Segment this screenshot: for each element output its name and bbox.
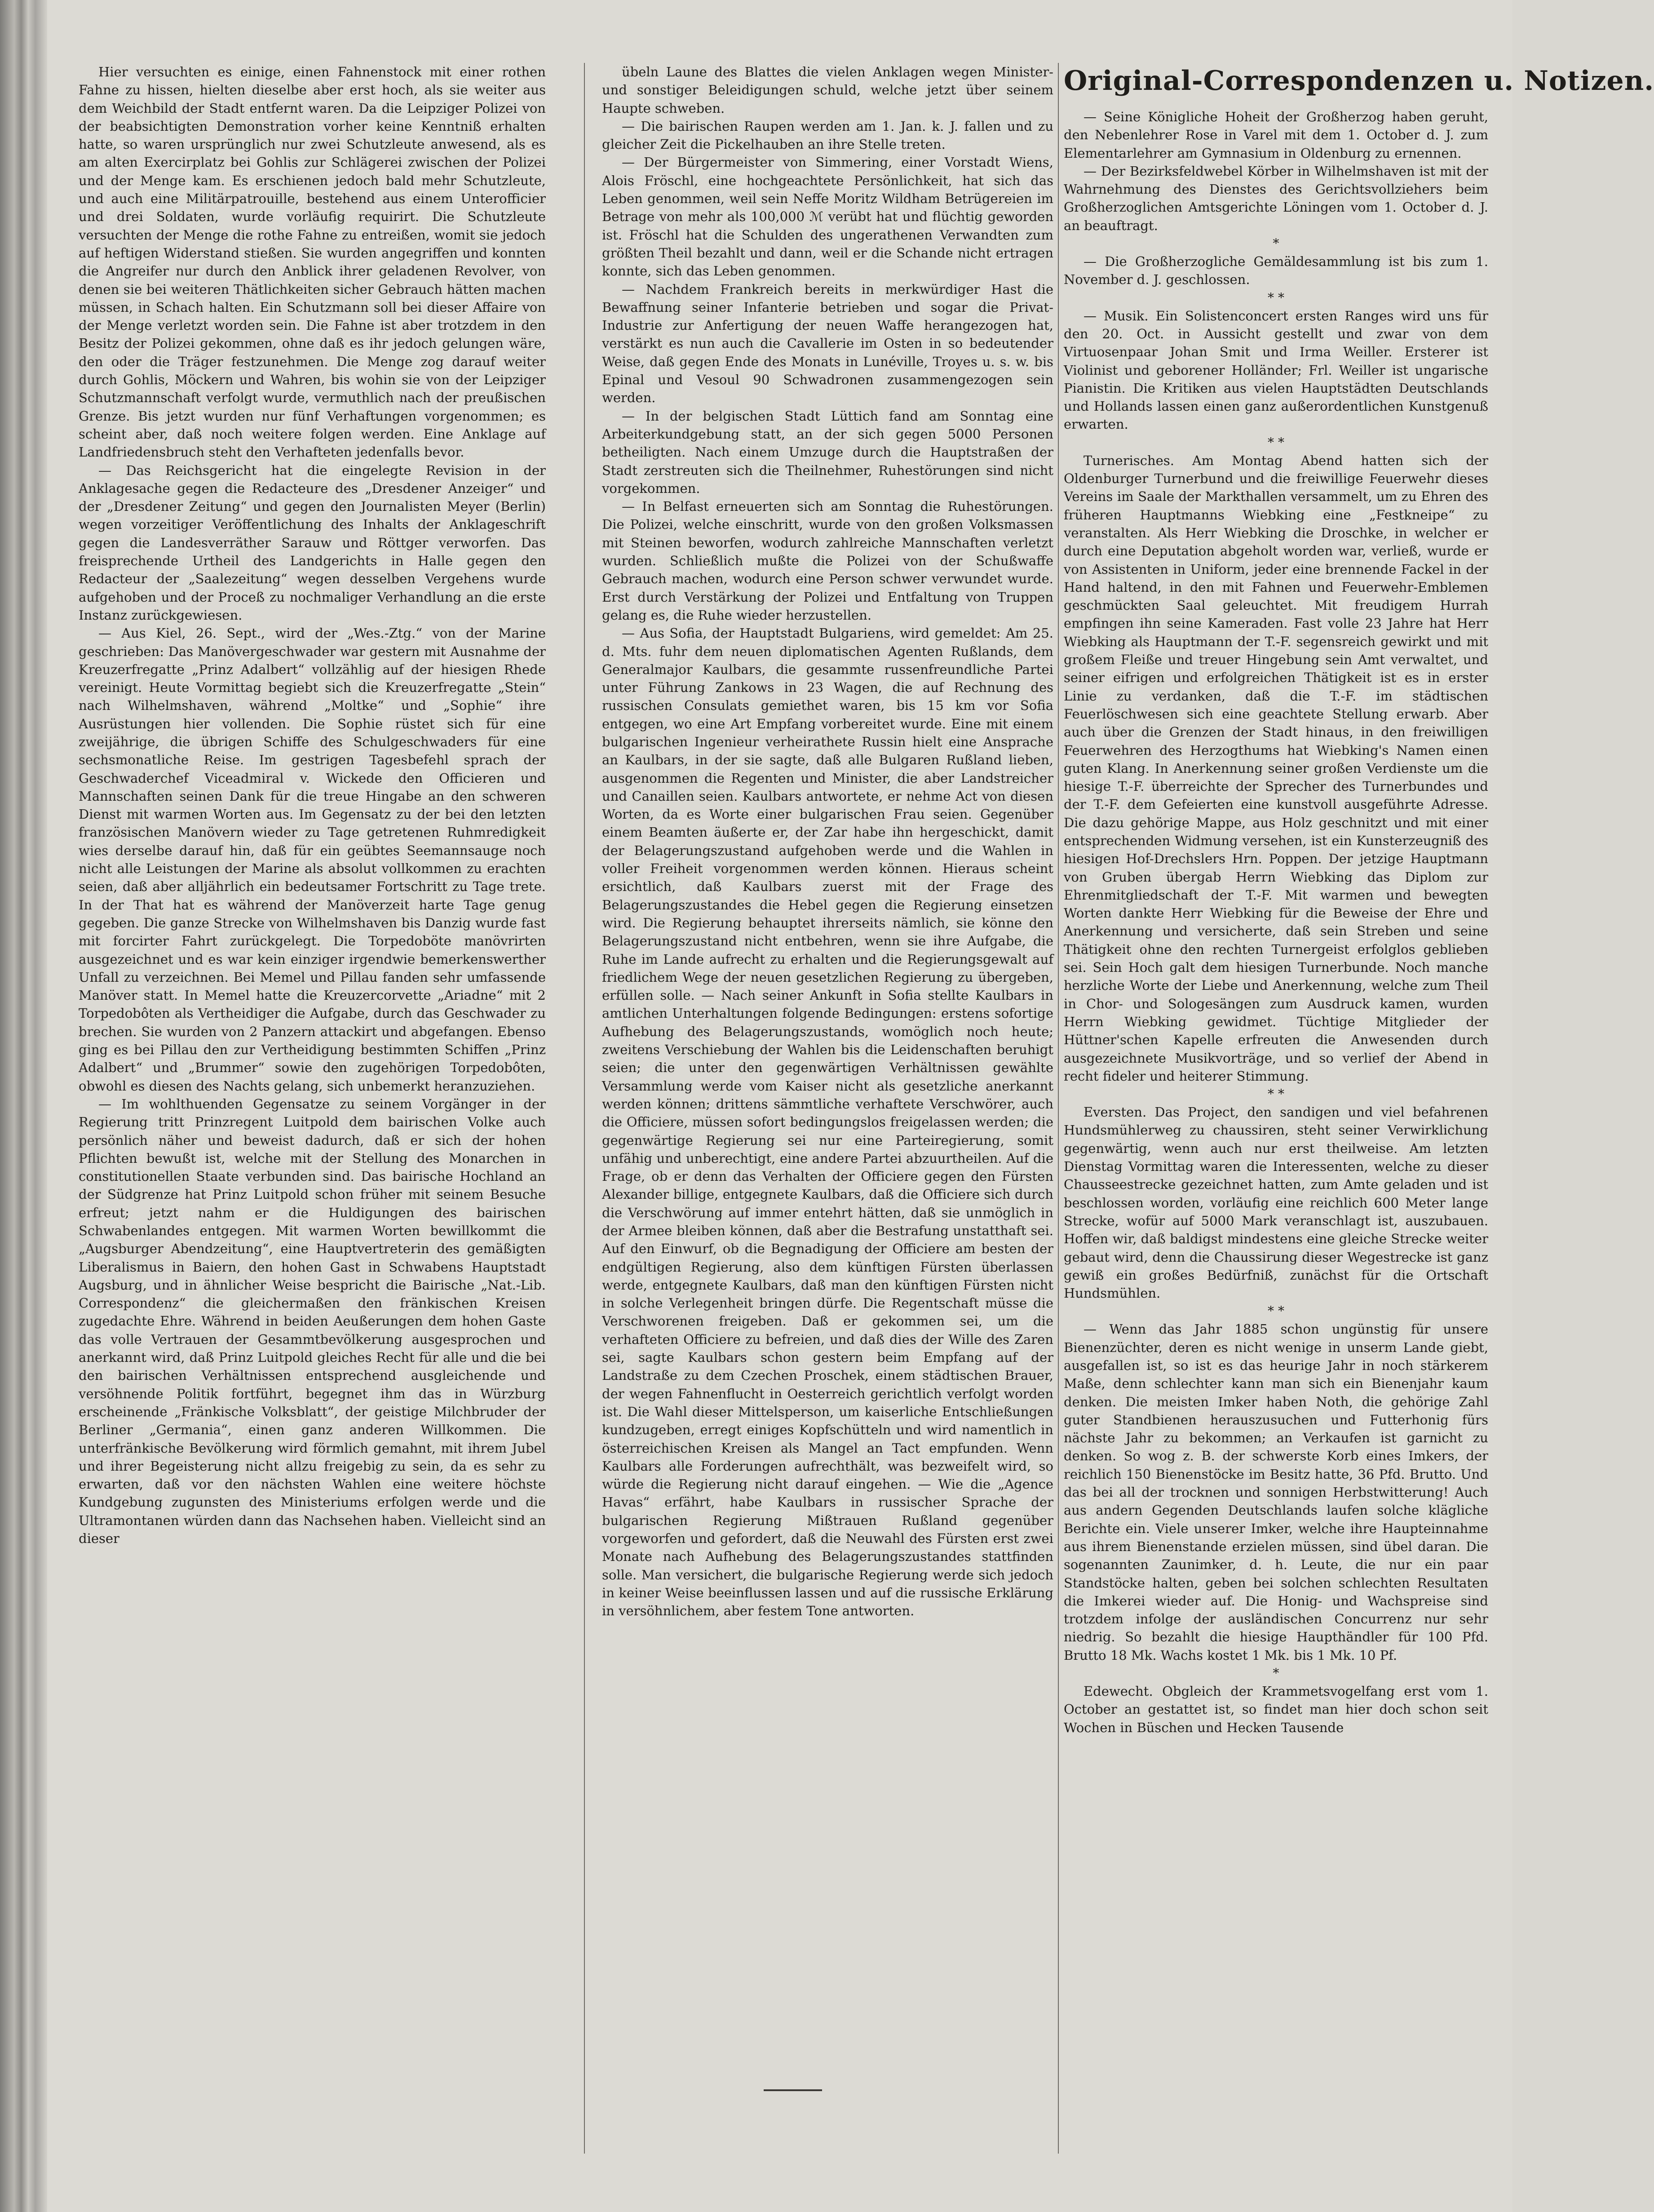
separator-stars: * <box>1273 1666 1279 1681</box>
notice-eversten: Eversten. Das Project, den sandigen und viel befahrenen Hundsmühlerweg zu chaussiren, steht seiner Verwirklichung gegenwärtig, wenn auch nur erst theilweise. Am letzten Dienstag Vormittag waren die Interessenten, welche zu dieser Chausseestrecke gezeichnet hatten, zum Amte geladen und ist beschlossen worden, vorläufig eine reichlich 600 Meter lange Strecke, wofür auf 5000 Mark veranschlagt ist, auszubauen. Hoffen wir, daß baldigst mindestens eine gleiche Strecke weiter gebaut wird, denn die Chaussirung dieser Wegestrecke ist ganz gewiß ein großes Bedürfniß, zunächst für die Ortschaft Hundsmühlen. <box>1064 1104 1488 1301</box>
separator-stars: * <box>1273 236 1279 251</box>
column-2 <box>602 63 1053 2149</box>
notice-edewecht: Edewecht. Obgleich der Krammetsvogelfang erst vom 1. October an gestattet ist, so findet man hier doch schon seit Wochen in Büschen und Hecken Tausende <box>1064 1684 1488 1735</box>
article-blatt-anklagen: übeln Laune des Blattes die vielen Anklagen wegen Minister- und sonstiger Beleidigungen schuld, welche jetzt über seinem Haupte schweben. <box>602 64 1053 116</box>
book-binding <box>0 0 47 2212</box>
notice-bienenzuechter: — Wenn das Jahr 1885 schon ungünstig für unsere Bienenzüchter, deren es nicht wenige in unserm Lande giebt, ausgefallen ist, so ist es das heurige Jahr in noch stärkerem Maße, denn schlechter kann man sich ein Bienenjahr kaum denken. Die meisten Imker haben Noth, die gehörige Zahl guter Standbienen herauszusuchen und Futterhonig fürs nächste Jahr zu bekommen; an Verkaufen ist garnicht zu denken. So wog z. B. der schwerste Korb eines Imkers, der reichlich 150 Bienenstöcke im Besitz hatte, 36 Pfd. Brutto. Und das bei all der trocknen und sonnigen Herbstwitterung! Auch aus andern Gegenden Deutschlands laufen solche klägliche Berichte ein. Viele unserer Imker, welche ihre Haupteinnahme aus ihrem Bienenstande erzielen müssen, sind übel daran. Die sogenannten Zaunimker, d. h. Leute, die nur ein paar Standstöcke halten, geben bei solchen schlechten Resultaten die Imkerei wieder auf. Die Honig- und Wachspreise sind trotzdem infolge der ausländischen Concurrenz nur sehr niedrig. So bezahlt die hiesige Haupthändler für 100 Pfd. Brutto 18 Mk. Wachs kostet 1 Mk. bis 1 Mk. 10 Pf. <box>1064 1321 1488 1663</box>
separator-stars: * * <box>1268 434 1284 450</box>
column-divider <box>1058 63 1059 2154</box>
separator-stars: * * <box>1268 1086 1284 1102</box>
notice-bezirksfeldwebel: — Der Bezirksfeldwebel Körber in Wilhelmshaven ist mit der Wahrnehmung des Dienstes des Gerichtsvollziehers beim Großherzoglichen Amtsgerichte Löningen vom 1. October d. J. an beauftragt. <box>1064 163 1488 233</box>
article-leipzig-demonstration: Hier versuchten es einige, einen Fahnenstock mit einer rothen Fahne zu hissen, hielten dieselbe aber erst hoch, als sie weiter aus dem Weichbild der Stadt entfernt waren. Da die Leipziger Polizei von der beabsichtigten Demonstration vorher keine Kenntniß erhalten hatte, so waren ursprünglich nur zwei Schutzleute anwesend, als es am alten Exercirplatz bei Gohlis zur Schlägerei zwischen der Polizei und der Menge kam. Es erschienen jedoch bald mehr Schutzleute, und auch eine Militärpatrouille, bestehend aus einem Unterofficier und drei Soldaten, wurde vorläufig requirirt. Die Schutzleute versuchten der Menge die rothe Fahne zu entreißen, womit sie jedoch auf heftigen Widerstand stießen. Sie wurden angegriffen und konnten die Angreifer nur durch den Anblick ihrer geladenen Revolver, von denen sie bei weiteren Thätlichkeiten sicher Gebrauch hätten machen müssen, in Schach halten. Ein Schutzmann soll bei dieser Affaire von der Menge verletzt worden sein. Die Fahne ist aber trotzdem in den Besitz der Polizei gekommen, ohne daß es ihr jedoch gelungen wäre, den oder die Träger festzunehmen. Die Menge zog darauf weiter durch Gohlis, Möckern und Wahren, bis wohin sie von der Leipziger Schutzmannschaft verfolgt wurde, vermuthlich nach der preußischen Grenze. Bis jetzt wurden nur fünf Verhaftungen vorgenommen; es scheint aber, daß noch weitere folgen werden. Eine Anklage auf Landfriedensbruch steht den Verhafteten jedenfalls bevor. <box>79 64 546 460</box>
notice-turnerisches: Turnerisches. Am Montag Abend hatten sich der Oldenburger Turnerbund und die freiwillige Feuerwehr dieses Vereins im Saale der Markthallen versammelt, um zu Ehren des früheren Hauptmanns Wiebking eine „Festkneipe“ zu veranstalten. Als Herr Wiebking die Droschke, in welcher er durch eine Deputation abgeholt worden war, verließ, wurde er von Assistenten in Uniform, jeder eine brennende Fackel in der Hand haltend, in den mit Fahnen und Feuerwehr-Emblemen geschmückten Saal geleuchtet. Mit freudigem Hurrah empfingen ihn seine Kameraden. Fast volle 23 Jahre hat Herr Wiebking als Hauptmann der T.-F. segensreich gewirkt und mit großem Fleiße und treuer Hingebung sein Amt verwaltet, und seiner eifrigen und erfolgreichen Thätigkeit ist es in erster Linie zu verdanken, daß die T.-F. im städtischen Feuerlöschwesen sich eine geachtete Stellung erwarb. Aber auch über die Grenzen der Stadt hinaus, in den freiwilligen Feuerwehren des Herzogthums hat Wiebking's Namen einen guten Klang. In Anerkennung seiner großen Verdienste um die hiesige T.-F. überreichte der Sprecher des Turnerbundes und der T.-F. dem Gefeierten eine kunstvoll ausgeführte Adresse. Die dazu gehörige Mappe, aus Holz geschnitzt und mit einer entsprechenden Widmung versehen, ist ein Kunsterzeugniß des hiesigen Hof-Drechslers Hrn. Poppen. Der jetzige Hauptmann von Gruben übergab Herrn Wiebking das Diplom zur Ehrenmitgliedschaft der T.-F. Mit warmen und bewegten Worten dankte Herr Wiebking für die Beweise der Ehre und Anerkennung und versicherte, daß sein Streben und seine Thätigkeit ohne den rechten Turnergeist erfolglos geblieben sei. Sein Hoch galt dem hiesigen Turnerbunde. Noch manche herzliche Worte der Liebe und Anerkennung, welche zum Theil in Chor- und Sologesängen zum Ausdruck kamen, wurden Herrn Wiebking gewidmet. Tüchtige Mitglieder der Hüttner'schen Kapelle erfreuten die Anwesenden durch ausgezeichnete Musikvorträge, und so verlief der Abend in recht fideler und heiterer Stimmung. <box>1064 452 1488 1084</box>
article-end-rule <box>764 2089 822 2091</box>
notice-musik: — Musik. Ein Solistenconcert ersten Ranges wird uns für den 20. Oct. in Aussicht gestellt und zwar von dem Virtuosenpaar Johan Smit und Irma Weiller. Ersterer ist Violinist und geborener Holländer; Frl. Weiller ist ungarische Pianistin. Die Kritiken aus vielen Hauptstädten Deutschlands und Hollands lassen einen ganz außerordentlichen Kunstgenuß erwarten. <box>1064 308 1488 432</box>
section-heading: Original-Correspondenzen u. Notizen. <box>1064 65 1654 97</box>
article-sofia: — Aus Sofia, der Hauptstadt Bulgariens, wird gemeldet: Am 25. d. Mts. fuhr dem neuen diplomatischen Agenten Rußlands, dem Generalmajor Kaulbars, die gesammte russenfreundliche Partei unter Führung Zankows in 23 Wagen, die auf Rechnung des russischen Consulats gemiethet waren, bis 15 km vor Sofia entgegen, wo eine Art Empfang vorbereitet wurde. Eine mit einem bulgarischen Ingenieur verheirathete Russin hielt eine Ansprache an Kaulbars, in der sie sagte, daß alle Bulgaren Rußland lieben, ausgenommen die Regenten und Minister, die aber Landstreicher und Canaillen seien. Kaulbars antwortete, er nehme Act von diesen Worten, da es Worte einer bulgarischen Frau seien. Gegenüber einem Beamten äußerte er, der Zar habe ihn hergeschickt, damit der Belagerungszustand aufgehoben werde und die Wahlen in voller Freiheit vorgenommen werden können. Hieraus scheint ersichtlich, daß Kaulbars zuerst mit der Frage des Belagerungszustandes die Hebel gegen die Regierung einsetzen wird. Die Regierung behauptet ihrerseits nämlich, sie könne den Belagerungszustand nicht entbehren, wenn sie ihre Aufgabe, die Ruhe im Lande aufrecht zu erhalten und die Regierungsgewalt auf friedlichem Wege der neuen gesetzlichen Regierung zu übergeben, erfüllen solle. — Nach seiner Ankunft in Sofia stellte Kaulbars in amtlichen Unterhaltungen folgende Bedingungen: erstens sofortige Aufhebung des Belagerungszustands, womöglich noch heute; zweitens Verschiebung der Wahlen bis die Leidenschaften beruhigt seien; die unter den gegenwärtigen Verhältnissen gewählte Versammlung werde vom Kaiser nicht als gesetzliche anerkannt werden können; drittens sämmtliche verhaftete Verschwörer, auch die Officiere, müssen sofort bedingungslos freigelassen werden; die gegenwärtige Regierung sei nur eine Parteiregierung, somit unfähig und unberechtigt, eine andere Partei abzuurtheilen. Auf die Frage, ob er denn das Verhalten der Officiere gegen den Fürsten Alexander billige, entgegnete Kaulbars, daß die Officiere sich durch die Verschwörung auf immer entehrt hätten, daß sie unmöglich in der Armee bleiben können, daß aber die Bestrafung unstatthaft sei. Auf den Einwurf, ob die Begnadigung der Officiere am besten der endgültigen Regierung, also dem künftigen Fürsten überlassen werde, entgegnete Kaulbars, daß man den künftigen Fürsten nicht in solche Verlegenheit bringen dürfe. Die Regentschaft müsse die Verschworenen freigeben. Daß er gekommen sei, um die verhafteten Officiere zu befreien, und daß dies der Wille des Zaren sei, sagte Kaulbars schon gestern beim Empfang auf der Landstraße zu dem Czechen Proschek, einem städtischen Brauer, der wegen Fahnenflucht in Oesterreich gerichtlich verfolgt worden ist. Die Wahl dieser Mittelsperson, um kaiserliche Entschließungen kundzugeben, erregt einiges Kopfschütteln und wird namentlich in österreichischen Kreisen als Mangel an Tact empfunden. Wenn Kaulbars alle Forderungen aufrechthält, was bezweifelt wird, so würde die Regierung nicht darauf eingehen. — Wie die „Agence Havas“ erfährt, habe Kaulbars in russischer Sprache der bulgarischen Regierung Mißtrauen Rußland gegenüber vorgeworfen und gefordert, daß die Neuwahl des Fürsten erst zwei Monate nach Aufhebung des Belagerungszustandes stattfinden solle. Man versichert, die bulgarische Regierung werde sich jedoch in keiner Weise beeinflussen lassen und auf die russische Erklärung in versöhnlichem, aber festem Tone antworten. <box>602 625 1053 1619</box>
separator-stars: * * <box>1268 290 1284 305</box>
article-luettich: — In der belgischen Stadt Lüttich fand am Sonntag eine Arbeiterkundgebung statt, an der sich gegen 5000 Personen betheiligten. Nach einem Umzuge durch die Hauptstraßen der Stadt zerstreuten sich die Theilnehmer, Ruhestörungen sind nicht vorgekommen. <box>602 408 1053 496</box>
article-buergermeister-simmering: — Der Bürgermeister von Simmering, einer Vorstadt Wiens, Alois Fröschl, eine hochgeachtete Persönlichkeit, hat sich das Leben genommen, weil sein Neffe Moritz Wildham Betrügereien im Betrage von mehr als 100,000 ℳ verübt hat und flüchtig geworden ist. Fröschl hat die Schulden des ungerathenen Verwandten zum größten Theil bezahlt und dann, weil er die Schande nicht ertragen konnte, sich das Leben genommen. <box>602 155 1053 279</box>
article-frankreich: — Nachdem Frankreich bereits in merkwürdiger Hast die Bewaffnung seiner Infanterie betrieben und sogar die Privat-Industrie zur Anfertigung der neuen Waffe herangezogen hat, verstärkt es nun auch die Cavallerie im Osten in so bedeutender Weise, daß gegen Ende des Monats in Lunéville, Troyes u. s. w. bis Epinal und Vesoul 90 Schwadronen zusammengezogen sein werden. <box>602 281 1053 406</box>
article-prinzregent-luitpold: — Im wohlthuenden Gegensatze zu seinem Vorgänger in der Regierung tritt Prinzregent Luitpold dem bairischen Volke auch persönlich näher und beweist dadurch, daß er sich der hohen Pflichten bewußt ist, welche mit der Stellung des Monarchen in constitutionellen Staate verbunden sind. Das bairische Hochland an der Südgrenze hat Prinz Luitpold schon früher mit seinem Besuche erfreut; jetzt nahm er die Huldigungen des bairischen Schwabenlandes entgegen. Mit warmen Worten bewillkommt die „Augsburger Abendzeitung“, eine Hauptvertreterin des gemäßigten Liberalismus in Baiern, den hohen Gast in Schwabens Hauptstadt Augsburg, und in ähnlicher Weise bespricht die Bairische „Nat.-Lib. Correspondenz“ die gleichermaßen den fränkischen Kreisen zugedachte Ehre. Während in beiden Aeußerungen dem hohen Gaste das volle Vertrauen der Gesammtbevölkerung ausgesprochen und anerkannt wird, daß Prinz Luitpold gleiches Recht für alle und die bei den bairischen Verhältnissen entsprechend ausgleichende und versöhnende Politik fortführt, begegnet ihm das in Würzburg erscheinende „Fränkische Volksblatt“, der geistige Milchbruder der Berliner „Germania“, einen ganz anderen Willkommen. Die unterfränkische Bevölkerung wird förmlich gemahnt, mit ihrem Jubel und ihrer Begeisterung nicht allzu freigebig zu sein, da es sehr zu erwarten, daß vor den nächsten Wahlen eine weitere höchste Kundgebung zugunsten des Ministeriums erfolgen werde und die Ultramontanen würden dann das Nachsehen haben. Vielleicht sind an dieser <box>79 1096 546 1547</box>
article-kiel-marine: — Aus Kiel, 26. Sept., wird der „Wes.-Ztg.“ von der Marine geschrieben: Das Manövergeschwader war gestern mit Ausnahme der Kreuzerfregatte „Prinz Adalbert“ vollzählig auf der hiesigen Rhede vereinigt. Heute Vormittag begiebt sich die Kreuzerfregatte „Stein“ nach Wilhelmshaven, während „Moltke“ und „Sophie“ ihre Ausrüstungen hier vollenden. Die Sophie rüstet sich für eine zweijährige, die übrigen Schiffe des Schulgeschwaders für eine sechsmonatliche Reise. Im gestrigen Tagesbefehl sprach der Geschwaderchef Viceadmiral v. Wickede den Officieren und Mannschaften seinen Dank für die treue Hingabe an den schweren Dienst mit warmen Worten aus. Im Gegensatz zu der bei den letzten französischen Manövern wieder zu Tage getretenen Ruhmredigkeit wies derselbe darauf hin, daß für ein geübtes Seemannsauge noch nicht alle Leistungen der Marine als absolut vollkommen zu erachten seien, daß aber alljährlich ein bedeutsamer Fortschritt zu Tage trete. In der That hat es während der Manöverzeit harte Tage genug gegeben. Die ganze Strecke von Wilhelmshaven bis Danzig wurde fast mit forcirter Fahrt zurückgelegt. Die Torpedoböte manövrirten ausgezeichnet und es war kein einziger irgendwie bemerkenswerther Unfall zu verzeichnen. Bei Memel und Pillau fanden sehr umfassende Manöver statt. In Memel hatte die Kreuzercorvette „Ariadne“ mit 2 Torpedobôten als Vertheidiger die Aufgabe, durch das Geschwader zu brechen. Sie wurden von 2 Panzern attackirt und abgefangen. Ebenso ging es bei Pillau den zur Vertheidigung bestimmten Schiffen „Prinz Adalbert“ und „Brummer“ sowie den zugehörigen Torpedobôten, obwohl es diesen des Nachts gelang, sich unbemerkt heranzuziehen. <box>79 625 546 1094</box>
article-belfast: — In Belfast erneuerten sich am Sonntag die Ruhestörungen. Die Polizei, welche einschritt, wurde von den großen Volksmassen mit Steinen beworfen, wodurch zahlreiche Mannschaften verletzt wurden. Schließlich mußte die Polizei von der Schußwaffe Gebrauch machen, wodurch eine Person schwer verwundet wurde. Erst durch Verstärkung der Polizei und Entfaltung von Truppen gelang es, die Ruhe wieder herzustellen. <box>602 499 1053 623</box>
notice-grossherzog: — Seine Königliche Hoheit der Großherzog haben geruht, den Nebenlehrer Rose in Varel mit dem 1. October d. J. zum Elementarlehrer am Gymnasium in Oldenburg zu ernennen. <box>1064 109 1488 161</box>
separator-stars: * * <box>1268 1303 1284 1319</box>
article-bairische-raupen: — Die bairischen Raupen werden am 1. Jan. k. J. fallen und zu gleicher Zeit die Pickelhauben an ihre Stelle treten. <box>602 118 1053 152</box>
column-3 <box>1064 63 1654 2149</box>
article-reichsgericht: — Das Reichsgericht hat die eingelegte Revision in der Anklagesache gegen die Redacteure des „Dresdener Anzeiger“ und der „Dresdener Zeitung“ und gegen den Journalisten Meyer (Berlin) wegen vorzeitiger Veröffentlichung des Inhalts der Anklageschrift gegen die Landesverräther Sarauw und Röttger verworfen. Das freisprechende Urtheil des Landgerichts in Halle gegen den Redacteur der „Saalezeitung“ wegen desselben Vergehens wurde aufgehoben und der Proceß zu nochmaliger Verhandlung an die erste Instanz zurückgewiesen. <box>79 462 546 623</box>
notice-gemaeldesammlung: — Die Großherzogliche Gemäldesammlung ist bis zum 1. November d. J. geschlossen. <box>1064 254 1488 288</box>
column-divider <box>584 63 585 2154</box>
column-1 <box>79 63 546 2149</box>
